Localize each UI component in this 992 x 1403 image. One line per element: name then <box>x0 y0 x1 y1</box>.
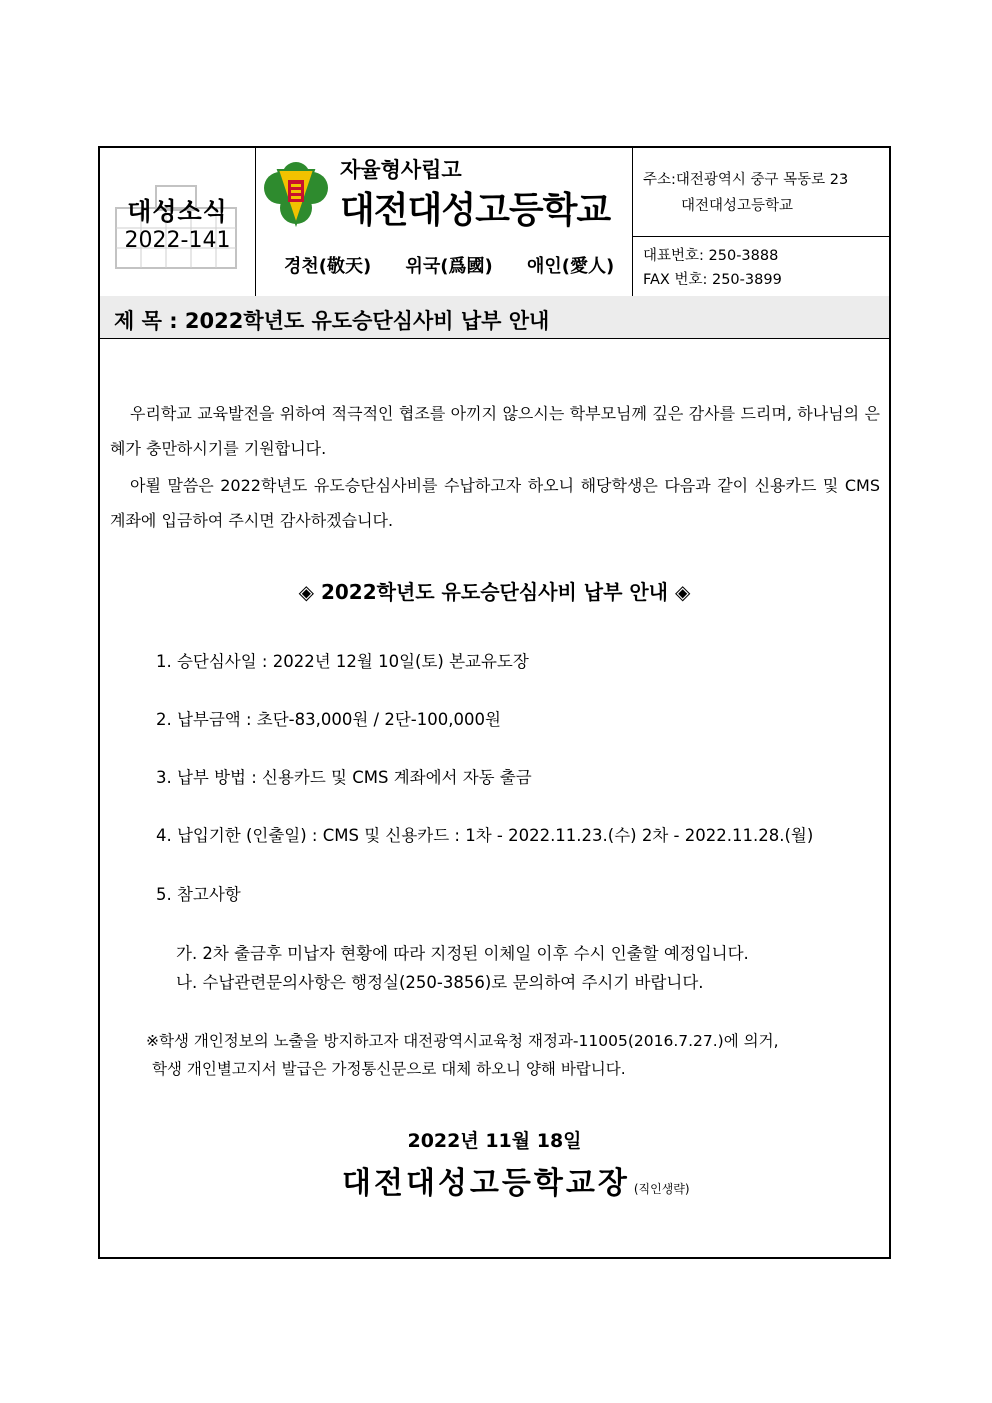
newsletter-number: 2022-141 <box>124 228 231 253</box>
sub-list-item: 나. 수납관련문의사항은 행정실(250-3856)로 문의하여 주시기 바랍니다. <box>176 973 704 992</box>
school-mottos <box>284 252 642 278</box>
list-item: 2. 납부금액 : 초단-83,000원 / 2단-100,000원 <box>156 710 501 729</box>
motto-3: 애인(愛人) <box>527 256 615 277</box>
subject-bar <box>100 296 889 339</box>
greeting-paragraph: 우리학교 교육발전을 위하여 적극적인 협조를 아끼지 않으시는 학부모님께 깊은 감사를 드리며, 하나님의 은혜가 충만하시기를 기원합니다. <box>110 404 880 458</box>
list-item: 3. 납부 방법 : 신용카드 및 CMS 계좌에서 자동 출금 <box>156 768 532 787</box>
motto-2: 위국(爲國) <box>405 256 493 277</box>
newsletter-title: 대성소식 <box>127 197 228 226</box>
school-type: 자율형사립고 <box>340 158 462 182</box>
address-line-1: 주소:대전광역시 중구 목동로 23 <box>643 172 849 188</box>
school-identity <box>256 148 633 296</box>
list-item: 1. 승단심사일 : 2022년 12월 10일(토) 본교유도장 <box>156 652 529 671</box>
sub-list-item: 가. 2차 출금후 미납자 현황에 따라 지정된 이체일 이후 수시 인출할 예정입니다. <box>176 944 749 963</box>
issue-date: 2022년 11월 18일 <box>407 1130 582 1152</box>
list-item: 5. 참고사항 <box>156 885 241 904</box>
motto-1: 경천(敬天) <box>284 256 372 277</box>
school-name: 대전대성고등학교 <box>340 190 611 231</box>
newsletter-badge <box>100 148 256 296</box>
list-item: 4. 납입기한 (인출일) : CMS 및 신용카드 : 1차 - 2022.11.23.(수) 2차 - 2022.11.28.(월) <box>156 826 814 845</box>
subject-title: 제 목 : 2022학년도 유도승단심사비 납부 안내 <box>114 309 550 333</box>
request-paragraph: 아뢸 말씀은 2022학년도 유도승단심사비를 수납하고자 하오니 해당학생은 다음과 같이 신용카드 및 CMS계좌에 입금하여 주시면 감사하겠습니다. <box>110 476 880 530</box>
address-box <box>633 148 889 237</box>
letterhead <box>100 148 889 298</box>
signature-text: 대전대성고등학교장 <box>342 1166 630 1201</box>
document-frame <box>98 146 891 1259</box>
contact-info <box>633 148 889 296</box>
privacy-note-line: ※학생 개인정보의 노출을 방지하고자 대전광역시교육청 재정과-11005(2016.7.27.)에 의거, <box>146 1032 779 1050</box>
principal-signature <box>342 1158 690 1202</box>
school-emblem-icon <box>260 158 332 230</box>
fax-number: FAX 번호: 250-3899 <box>643 272 782 288</box>
address-line-2: 대전대성고등학교 <box>681 198 794 214</box>
privacy-note-line: 학생 개인별고지서 발급은 가정통신문으로 대체 하오니 양해 바랍니다. <box>152 1060 626 1078</box>
phone-number: 대표번호: 250-3888 <box>643 248 779 264</box>
section-title: ◈ 2022학년도 유도승단심사비 납부 안내 ◈ <box>298 580 691 604</box>
seal-note: (직인생략) <box>633 1182 690 1196</box>
